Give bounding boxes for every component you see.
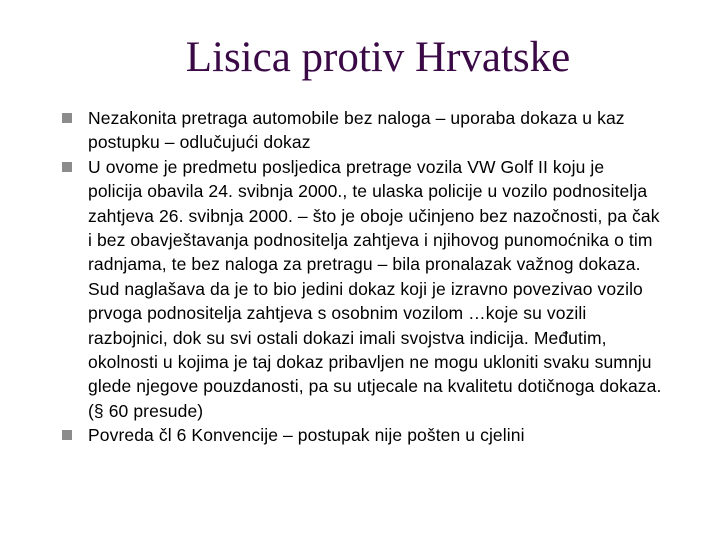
bullet-item	[62, 155, 662, 423]
square-bullet-icon	[62, 162, 72, 172]
slide-title: Lisica protiv Hrvatske	[185, 34, 571, 81]
bullet-item	[62, 423, 662, 447]
bullet-text: Nezakonita pretraga automobile bez naloga – uporaba dokaza u kaz postupku – odlučujući dokaz	[88, 108, 625, 153]
bullet-item	[62, 106, 662, 155]
bullet-list	[62, 106, 662, 448]
bullet-text: U ovome je predmetu posljedica pretrage vozila VW Golf II koju je policija obavila 24. svibnja 2000., te ulaska policije u vozilo podnositelja zahtjeva 26. svibnja 2000. – što je oboje učinjeno bez nazočnosti, pa čak i bez obavještavanja podnositelja zahtjeva i njihovog punomoćnika o tim radnjama, te bez naloga za pretragu – bila pronalazak važnog dokaza. Sud naglašava da je to bio jedini dokaz koji je izravno povezivao vozilo prvoga podnositelja zahtjeva s osobnim vozilom …koje su vozili razbojnici, dok su svi ostali dokazi imali svojstva indicija. Međutim, okolnosti u kojima je taj dokaz pribavljen ne mogu ukloniti svaku sumnju glede njegove pouzdanosti, pa su utjecale na kvalitetu dotičnoga dokaza. (§ 60 presude)	[88, 156, 662, 421]
square-bullet-icon	[62, 430, 72, 440]
square-bullet-icon	[62, 113, 72, 123]
bullet-text: Povreda čl 6 Konvencije – postupak nije pošten u cjelini	[88, 425, 525, 446]
